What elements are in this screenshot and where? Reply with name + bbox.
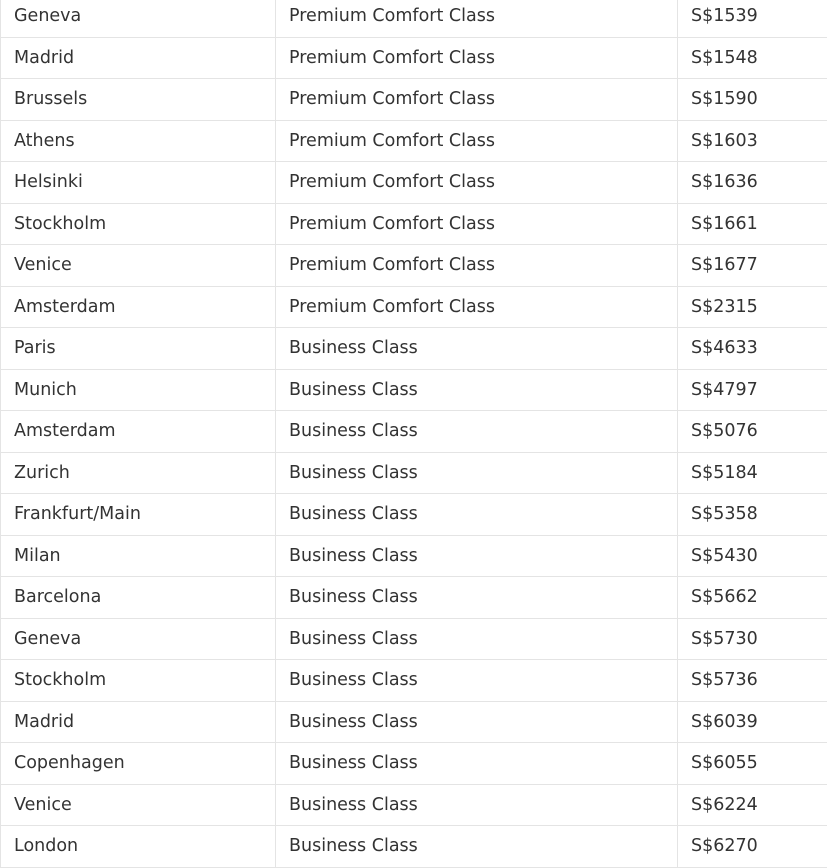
table-row <box>1 37 827 79</box>
table-row <box>1 203 827 245</box>
city-cell: Barcelona <box>1 577 276 619</box>
price-cell: S$1548 <box>678 37 827 79</box>
price-cell: S$5730 <box>678 618 827 660</box>
cabin-class-cell: Premium Comfort Class <box>276 245 678 287</box>
table-row <box>1 162 827 204</box>
city-cell: Venice <box>1 784 276 826</box>
price-cell: S$5184 <box>678 452 827 494</box>
cabin-class-cell: Business Class <box>276 784 678 826</box>
city-cell: Geneva <box>1 618 276 660</box>
cabin-class-cell: Premium Comfort Class <box>276 162 678 204</box>
cabin-class-cell: Business Class <box>276 577 678 619</box>
city-cell: Amsterdam <box>1 286 276 328</box>
city-cell: Stockholm <box>1 203 276 245</box>
price-cell: S$5662 <box>678 577 827 619</box>
table-row <box>1 0 827 37</box>
price-cell: S$4633 <box>678 328 827 370</box>
city-cell: Helsinki <box>1 162 276 204</box>
price-cell: S$1636 <box>678 162 827 204</box>
cabin-class-cell: Premium Comfort Class <box>276 120 678 162</box>
table-row <box>1 618 827 660</box>
cabin-class-cell: Business Class <box>276 743 678 785</box>
city-cell: Copenhagen <box>1 743 276 785</box>
table-row <box>1 328 827 370</box>
price-cell: S$6039 <box>678 701 827 743</box>
cabin-class-cell: Business Class <box>276 660 678 702</box>
price-cell: S$5736 <box>678 660 827 702</box>
city-cell: Zurich <box>1 452 276 494</box>
cabin-class-cell: Premium Comfort Class <box>276 0 678 37</box>
cabin-class-cell: Business Class <box>276 369 678 411</box>
city-cell: London <box>1 826 276 868</box>
table-row <box>1 535 827 577</box>
table-row <box>1 494 827 536</box>
table-row <box>1 784 827 826</box>
price-cell: S$1539 <box>678 0 827 37</box>
price-cell: S$6055 <box>678 743 827 785</box>
cabin-class-cell: Premium Comfort Class <box>276 79 678 121</box>
table-row <box>1 826 827 868</box>
cabin-class-cell: Business Class <box>276 618 678 660</box>
price-cell: S$1677 <box>678 245 827 287</box>
cabin-class-cell: Premium Comfort Class <box>276 37 678 79</box>
cabin-class-cell: Business Class <box>276 411 678 453</box>
price-cell: S$6270 <box>678 826 827 868</box>
price-cell: S$5076 <box>678 411 827 453</box>
price-cell: S$1661 <box>678 203 827 245</box>
city-cell: Geneva <box>1 0 276 37</box>
table-row <box>1 79 827 121</box>
cabin-class-cell: Premium Comfort Class <box>276 286 678 328</box>
price-cell: S$4797 <box>678 369 827 411</box>
cabin-class-cell: Premium Comfort Class <box>276 203 678 245</box>
table-row <box>1 120 827 162</box>
city-cell: Brussels <box>1 79 276 121</box>
city-cell: Madrid <box>1 37 276 79</box>
table-row <box>1 452 827 494</box>
city-cell: Venice <box>1 245 276 287</box>
price-cell: S$1603 <box>678 120 827 162</box>
cabin-class-cell: Business Class <box>276 452 678 494</box>
city-cell: Athens <box>1 120 276 162</box>
city-cell: Munich <box>1 369 276 411</box>
city-cell: Stockholm <box>1 660 276 702</box>
price-cell: S$2315 <box>678 286 827 328</box>
cabin-class-cell: Business Class <box>276 701 678 743</box>
cabin-class-cell: Business Class <box>276 494 678 536</box>
table-row <box>1 701 827 743</box>
price-cell: S$5358 <box>678 494 827 536</box>
cabin-class-cell: Business Class <box>276 535 678 577</box>
table-row <box>1 411 827 453</box>
city-cell: Frankfurt/Main <box>1 494 276 536</box>
city-cell: Madrid <box>1 701 276 743</box>
city-cell: Paris <box>1 328 276 370</box>
table-row <box>1 245 827 287</box>
cabin-class-cell: Business Class <box>276 826 678 868</box>
table-row <box>1 286 827 328</box>
table-row <box>1 743 827 785</box>
cabin-class-cell: Business Class <box>276 328 678 370</box>
price-cell: S$6224 <box>678 784 827 826</box>
table-row <box>1 577 827 619</box>
table-row <box>1 660 827 702</box>
price-cell: S$5430 <box>678 535 827 577</box>
city-cell: Milan <box>1 535 276 577</box>
price-cell: S$1590 <box>678 79 827 121</box>
city-cell: Amsterdam <box>1 411 276 453</box>
fares-table-body <box>1 0 827 867</box>
table-row <box>1 369 827 411</box>
